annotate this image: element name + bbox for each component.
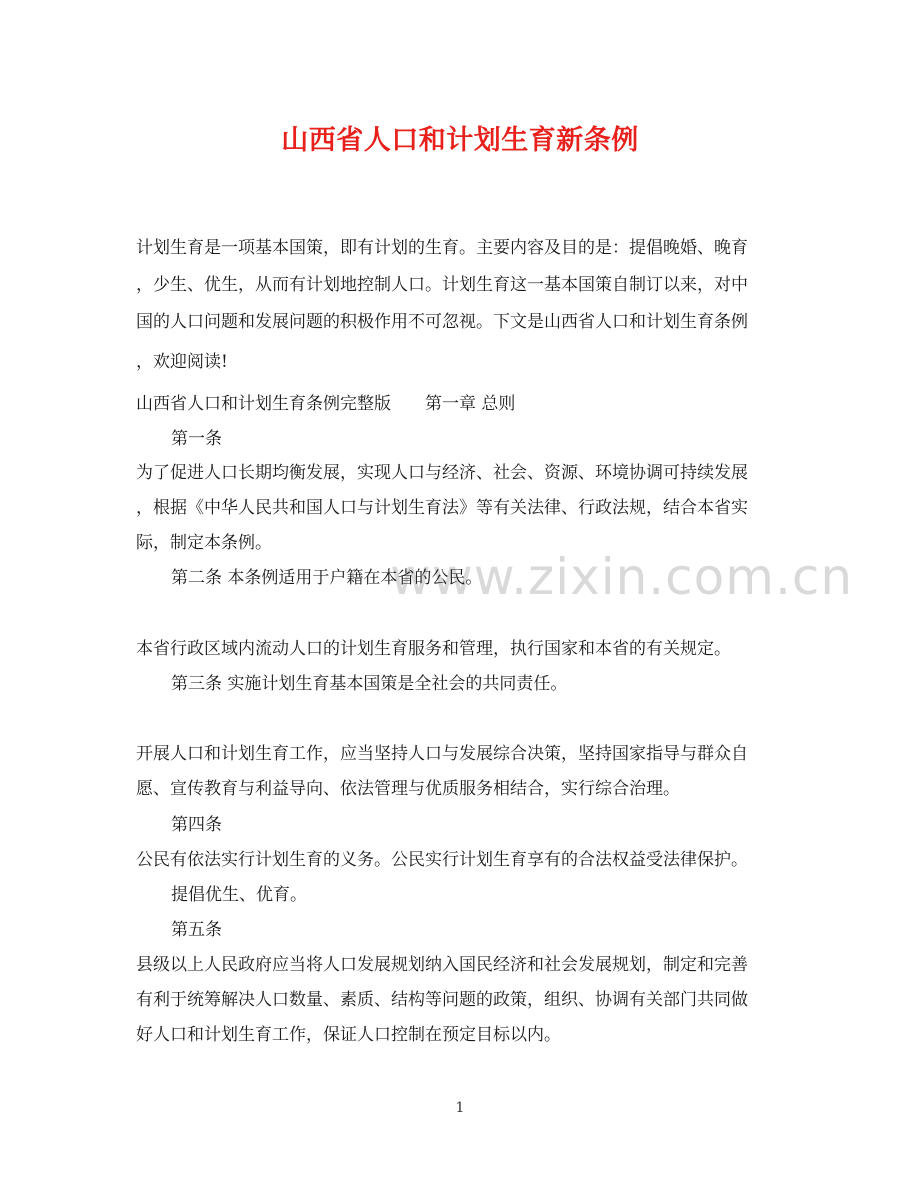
article-heading: 第四条 [171,815,222,835]
paragraph-line: 有利于统筹解决人口数量、素质、结构等问题的政策，组织、协调有关部门共同做 [136,990,748,1010]
page-number: 1 [455,1100,465,1116]
paragraph-line: ，少生、优生，从而有计划地控制人口。计划生育这一基本国策自制订以来，对中 [136,275,748,295]
paragraph-line: 公民有依法实行计划生育的义务。公民实行计划生育享有的合法权益受法律保护。 [136,850,748,870]
paragraph-line: 国的人口问题和发展问题的积极作用不可忽视。下文是山西省人口和计划生育条例 [136,312,748,332]
article-line: 第三条 实施计划生育基本国策是全社会的共同责任。 [171,674,568,694]
document-title: 山西省人口和计划生育新条例 [281,125,639,156]
paragraph-line: 愿、宣传教育与利益导向、依法管理与优质服务相结合，实行综合治理。 [136,779,680,799]
watermark-text: www.zixin.com.cn [390,548,854,606]
paragraph-line: ，欢迎阅读! [136,352,228,372]
paragraph-line: 计划生育是一项基本国策，即有计划的生育。主要内容及目的是：提倡晚婚、晚育 [136,238,748,258]
paragraph-line: 开展人口和计划生育工作，应当坚持人口与发展综合决策，坚持国家指导与群众自 [136,744,748,764]
paragraph-line: 县级以上人民政府应当将人口发展规划纳入国民经济和社会发展规划，制定和完善 [136,955,748,975]
paragraph-line: 好人口和计划生育工作，保证人口控制在预定目标以内。 [136,1025,561,1045]
paragraph-line: 本省行政区域内流动人口的计划生育服务和管理，执行国家和本省的有关规定。 [136,639,731,659]
article-line: 第二条 本条例适用于户籍在本省的公民。 [171,568,483,588]
paragraph-line: 为了促进人口长期均衡发展，实现人口与经济、社会、资源、环境协调可持续发展 [136,463,748,483]
article-heading: 第五条 [171,920,222,940]
article-heading: 第一条 [171,429,222,449]
paragraph-line: 际，制定本条例。 [136,533,272,553]
paragraph-line: ，根据《中华人民共和国人口与计划生育法》等有关法律、行政法规，结合本省实 [136,498,748,518]
paragraph-line: 提倡优生、优育。 [171,885,307,905]
section-heading: 山西省人口和计划生育条例完整版 第一章 总则 [136,394,516,414]
